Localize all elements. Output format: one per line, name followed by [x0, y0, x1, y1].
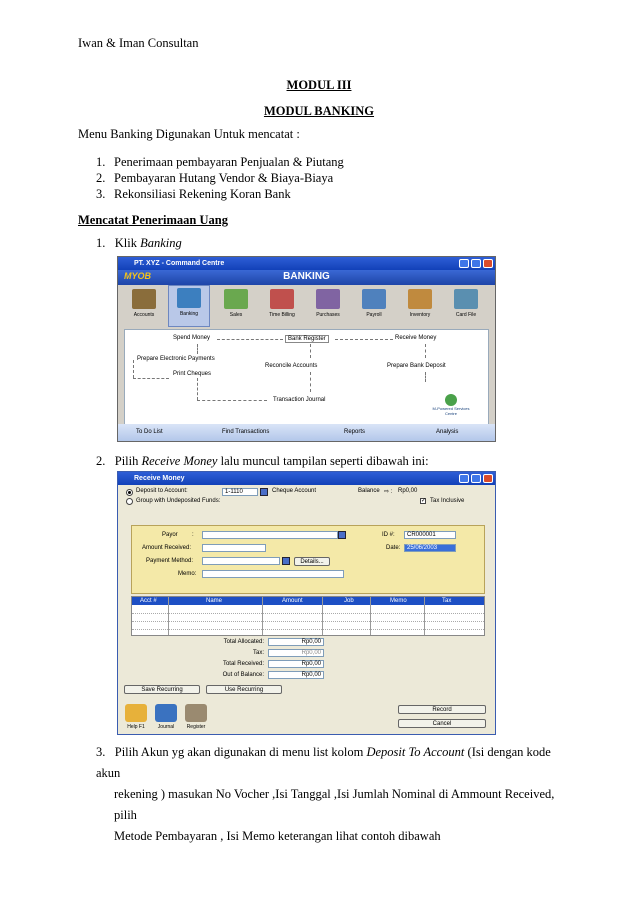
module-card-file[interactable]: Card File: [446, 287, 486, 318]
prepare-bank-deposit-link[interactable]: Prepare Bank Deposit: [387, 363, 446, 369]
minimize-icon[interactable]: [459, 474, 469, 483]
account-list-icon[interactable]: [260, 488, 268, 496]
cc-bottom-bar: [118, 424, 495, 441]
column-tax: Tax: [442, 598, 452, 604]
card-file-icon: [454, 289, 478, 309]
myob-logo: MYOB: [124, 271, 151, 281]
tax-inclusive-checkbox[interactable]: ✓: [421, 498, 427, 504]
id-label: ID #:: [382, 532, 395, 538]
prepare-electronic-payments-link[interactable]: Prepare Electronic Payments: [137, 356, 215, 362]
tax-inclusive-label: Tax Inclusive: [430, 498, 465, 504]
find-transactions-button[interactable]: Find Transactions: [222, 429, 270, 435]
column-amount: Amount: [282, 598, 303, 604]
balance-label: Balance: [358, 488, 380, 494]
purchases-icon: [316, 289, 340, 309]
list-item: 2. Pembayaran Hutang Vendor & Biaya-Biaya: [96, 171, 334, 185]
column-job: Job: [344, 598, 354, 604]
section-title: Mencatat Penerimaan Uang: [78, 213, 228, 227]
transaction-journal-link[interactable]: Transaction Journal: [273, 397, 326, 403]
step-1: 1. Klik Banking: [96, 236, 182, 250]
minimize-icon[interactable]: [459, 259, 469, 268]
register-icon: [185, 704, 207, 722]
balance-value: Rp0,00: [398, 488, 418, 494]
banking-flow-diagram: [124, 329, 489, 426]
spend-money-link[interactable]: Spend Money: [173, 335, 211, 341]
module-accounts[interactable]: Accounts: [124, 287, 164, 318]
module-icon-row: [124, 287, 489, 327]
module-time-billing[interactable]: Time Billing: [262, 287, 302, 318]
payor-list-icon[interactable]: [338, 531, 346, 539]
help-icon: [125, 704, 147, 722]
maximize-icon[interactable]: [471, 474, 481, 483]
method-label: Payment Method:: [146, 558, 194, 564]
use-recurring-button[interactable]: Use Recurring: [206, 685, 282, 694]
maximize-icon[interactable]: [471, 259, 481, 268]
intro-text: Menu Banking Digunakan Untuk mencatat :: [78, 127, 300, 141]
command-centre-window: [117, 256, 496, 442]
payor-field[interactable]: [202, 531, 338, 539]
sales-icon: [224, 289, 248, 309]
register-button[interactable]: Register: [182, 704, 210, 730]
deposit-account-field[interactable]: 1-1110: [222, 488, 258, 496]
out-of-balance-value: Rp0,00: [268, 671, 324, 679]
journal-button[interactable]: Journal: [152, 704, 180, 730]
out-of-balance-label: Out of Balance:: [222, 672, 264, 678]
m-powered-logo: M-Powered Services Centre: [430, 394, 472, 418]
deposit-radio[interactable]: [126, 489, 133, 496]
analysis-button[interactable]: Analysis: [436, 429, 459, 435]
module-inventory[interactable]: Inventory: [400, 287, 440, 318]
time-billing-icon: [270, 289, 294, 309]
allocation-table: [131, 596, 485, 636]
payment-method-field[interactable]: [202, 557, 280, 565]
column-memo: Memo: [390, 598, 407, 604]
arrow-icon: ⇨ :: [384, 489, 393, 495]
accounts-icon: [132, 289, 156, 309]
group-label: Group with Undeposited Funds:: [136, 498, 221, 504]
list-item: 3. Rekonsiliasi Rekening Koran Bank: [96, 187, 291, 201]
receive-money-window: [117, 471, 496, 735]
deposit-label: Deposit to Account:: [136, 488, 188, 494]
reports-button[interactable]: Reports: [344, 429, 366, 435]
memo-field[interactable]: [202, 570, 344, 578]
module-banking[interactable]: Banking: [168, 285, 210, 327]
column-name: Name: [206, 598, 223, 604]
step-3: 3. Pilih Akun yg akan digunakan di menu list kolom Deposit To Account (Isi dengan kode akun rekening ) masukan No Vocher ,Isi Tanggal ,Isi Jumlah Nominal di Ammount Received, pilih Metode Pembayaran , Isi Memo keterangan lihat contoh dibawah: [96, 745, 555, 843]
date-label: Date:: [386, 545, 401, 551]
details-button[interactable]: Details...: [294, 557, 330, 566]
uses-list: [96, 154, 344, 202]
help-button[interactable]: Help F1: [122, 704, 150, 730]
cc-header: [118, 270, 495, 285]
payment-form: Payor : Amount Received: Payment Method: Details... Memo: ID #: CR000001 Date: 25/06/2003: [131, 525, 485, 594]
tax-value: Rp0,00: [268, 649, 324, 657]
group-radio[interactable]: [126, 498, 133, 505]
column-acct: Acct #: [140, 598, 157, 604]
module-number: MODUL III: [286, 78, 352, 92]
record-button[interactable]: Record: [398, 705, 486, 714]
total-allocated-value: Rp0,00: [268, 638, 324, 646]
table-header: [132, 597, 484, 605]
banking-icon: [177, 288, 201, 308]
memo-label: Memo:: [178, 571, 197, 577]
total-received-value: Rp0,00: [268, 660, 324, 668]
amount-label: Amount Received:: [142, 545, 192, 551]
cc-title: BANKING: [283, 271, 330, 282]
cc-title-bar: PT. XYZ - Command Centre: [118, 257, 495, 270]
receive-money-link[interactable]: Receive Money: [395, 335, 437, 341]
payroll-icon: [362, 289, 386, 309]
method-list-icon[interactable]: [282, 557, 290, 565]
tax-label: Tax:: [252, 650, 264, 656]
close-icon[interactable]: [483, 474, 493, 483]
journal-icon: [155, 704, 177, 722]
date-field[interactable]: 25/06/2003: [404, 544, 456, 552]
inventory-icon: [408, 289, 432, 309]
module-sales[interactable]: Sales: [216, 287, 256, 318]
consultant-header: Iwan & Iman Consultan: [78, 36, 199, 50]
save-recurring-button[interactable]: Save Recurring: [124, 685, 200, 694]
id-field[interactable]: CR000001: [404, 531, 456, 539]
amount-received-field[interactable]: [202, 544, 266, 552]
list-item: 1. Penerimaan pembayaran Penjualan & Piutang: [96, 155, 344, 169]
deposit-section: [122, 488, 491, 525]
rm-title-bar: Receive Money: [118, 472, 495, 485]
reconcile-accounts-link[interactable]: Reconcile Accounts: [265, 363, 318, 369]
m-powered-icon: [445, 394, 457, 406]
payor-label: Payor: [162, 532, 178, 538]
deposit-account-name: Cheque Account: [272, 488, 317, 494]
close-icon[interactable]: [483, 259, 493, 268]
bank-register-link[interactable]: Bank Register: [285, 335, 329, 343]
total-allocated-label: Total Allocated:: [223, 639, 264, 645]
print-cheques-link[interactable]: Print Cheques: [173, 371, 212, 377]
cancel-button[interactable]: Cancel: [398, 719, 486, 728]
module-payroll[interactable]: Payroll: [354, 287, 394, 318]
to-do-list-button[interactable]: To Do List: [136, 429, 163, 435]
module-title: MODUL BANKING: [263, 104, 375, 118]
total-received-label: Total Received:: [222, 661, 264, 667]
step-2: 2. Pilih Receive Money lalu muncul tampilan seperti dibawah ini:: [96, 454, 429, 468]
module-purchases[interactable]: Purchases: [308, 287, 348, 318]
